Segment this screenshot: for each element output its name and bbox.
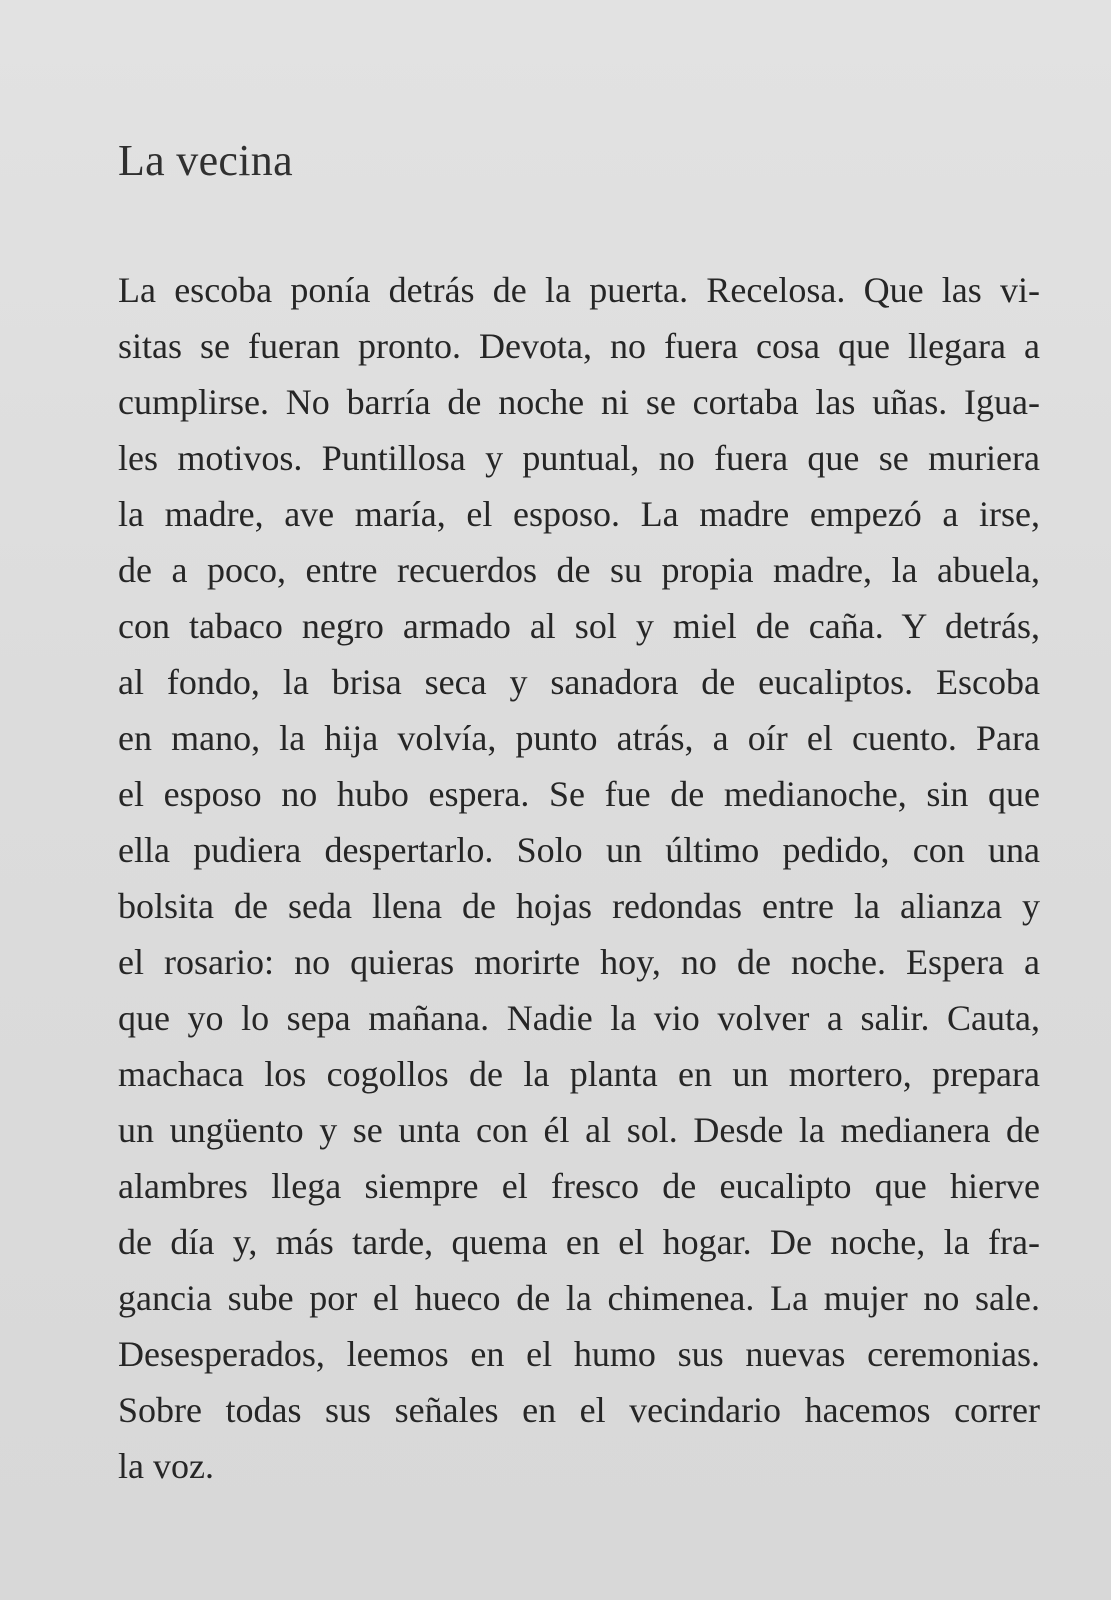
paragraph-line: gancia sube por el hueco de la chimenea. La mujer no sale. bbox=[118, 1278, 1040, 1318]
paragraph-line: Desesperados, leemos en el humo sus nuevas ceremonias. bbox=[118, 1334, 1040, 1374]
paragraph-line: de a poco, entre recuerdos de su propia madre, la abuela, bbox=[118, 550, 1040, 590]
story-paragraph bbox=[118, 262, 1040, 1494]
paragraph-line: al fondo, la brisa seca y sanadora de eucaliptos. Escoba bbox=[118, 662, 1040, 702]
paragraph-line: con tabaco negro armado al sol y miel de caña. Y detrás, bbox=[118, 606, 1040, 646]
paragraph-line: la voz. bbox=[118, 1446, 214, 1486]
paragraph-line: la madre, ave maría, el esposo. La madre empezó a irse, bbox=[118, 494, 1040, 534]
paragraph-line: de día y, más tarde, quema en el hogar. De noche, la fra- bbox=[118, 1222, 1040, 1262]
paragraph-line: sitas se fueran pronto. Devota, no fuera cosa que llegara a bbox=[118, 326, 1040, 366]
paragraph-line: les motivos. Puntillosa y puntual, no fuera que se muriera bbox=[118, 438, 1040, 478]
paragraph-line: ella pudiera despertarlo. Solo un último pedido, con una bbox=[118, 830, 1040, 870]
paragraph-line: el esposo no hubo espera. Se fue de medianoche, sin que bbox=[118, 774, 1040, 814]
paragraph-line: bolsita de seda llena de hojas redondas entre la alianza y bbox=[118, 886, 1040, 926]
paragraph-line: La escoba ponía detrás de la puerta. Recelosa. Que las vi- bbox=[118, 270, 1040, 310]
paragraph-line: que yo lo sepa mañana. Nadie la vio volver a salir. Cauta, bbox=[118, 998, 1040, 1038]
paragraph-line: cumplirse. No barría de noche ni se cortaba las uñas. Igua- bbox=[118, 382, 1040, 422]
page-title: La vecina bbox=[118, 136, 293, 186]
paragraph-line: un ungüento y se unta con él al sol. Desde la medianera de bbox=[118, 1110, 1040, 1150]
paragraph-line: machaca los cogollos de la planta en un mortero, prepara bbox=[118, 1054, 1040, 1094]
paragraph-line: Sobre todas sus señales en el vecindario hacemos correr bbox=[118, 1390, 1040, 1430]
paragraph-line: alambres llega siempre el fresco de eucalipto que hierve bbox=[118, 1166, 1040, 1206]
paragraph-line: en mano, la hija volvía, punto atrás, a oír el cuento. Para bbox=[118, 718, 1040, 758]
paragraph-line: el rosario: no quieras morirte hoy, no de noche. Espera a bbox=[118, 942, 1040, 982]
